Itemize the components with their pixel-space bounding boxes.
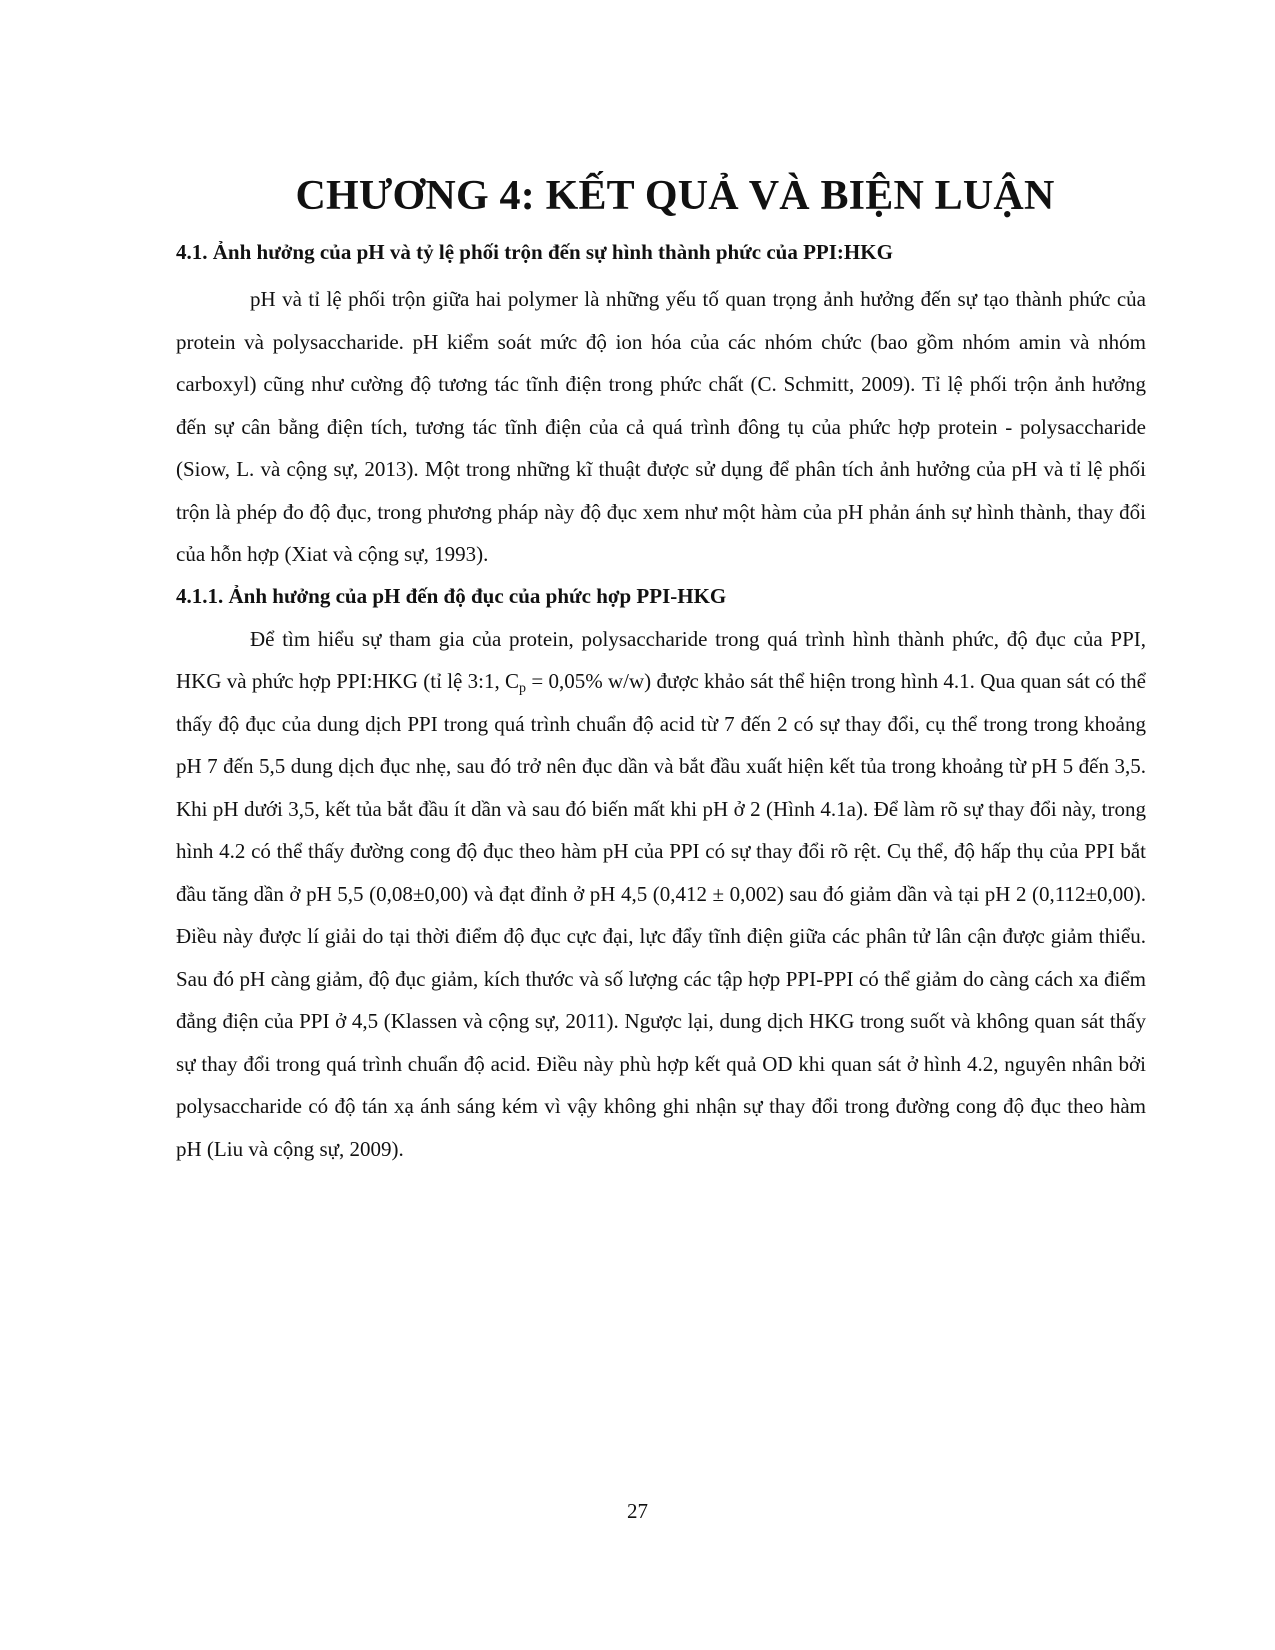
paragraph-turbidity-part-1: Để tìm hiểu sự tham gia của protein, polysaccharide trong quá trình hình thành phức, độ đục của PPI, HKG và phức hợp PPI:HKG (tỉ lệ 3:1, C xyxy=(176,626,1146,693)
page-number: 27 xyxy=(627,1499,648,1523)
concentration-subscript: p xyxy=(519,681,527,696)
chapter-title: CHƯƠNG 4: KẾT QUẢ VÀ BIỆN LUẬN xyxy=(295,173,1055,219)
paragraph-turbidity-part-2: = 0,05% w/w) được khảo sát thể hiện trong hình 4.1. Qua quan sát có thể thấy độ đục của dung dịch PPI trong quá trình chuẩn độ acid từ 7 đến 2 có sự thay đổi, cụ thể trong trong khoảng pH 7 đến 5,5 dung dịch đục nhẹ, sau đó trở nên đục dần và bắt đầu xuất hiện kết tủa trong khoảng từ pH 5 đến 3,5. Khi pH dưới 3,5, kết tủa bắt đầu ít dần và sau đó biến mất khi pH ở 2 (Hình 4.1a). Để làm rõ sự thay đổi này, trong hình 4.2 có thể thấy đường cong độ đục theo hàm pH của PPI có sự thay đổi rõ rệt. Cụ thể, độ hấp thụ của PPI bắt đầu tăng dần ở pH 5,5 (0,08±0,00) và đạt đỉnh ở pH 4,5 (0,412 ± 0,002) sau đó giảm dần và tại pH 2 (0,112±0,00). Điều này được lí giải do tại thời điểm độ đục cực đại, lực đẩy tĩnh điện giữa các phân tử lân cận được giảm thiểu. Sau đó pH càng giảm, độ đục giảm, kích thước và số lượng các tập hợp PPI-PPI có thể giảm do càng cách xa điểm đẳng điện của PPI ở 4,5 (Klassen và cộng sự, 2011). Ngược lại, dung dịch HKG trong suốt và không quan sát thấy sự thay đổi trong quá trình chuẩn độ acid. Điều này phù hợp kết quả OD khi quan sát ở hình 4.2, nguyên nhân bởi polysaccharide có độ tán xạ ánh sáng kém vì vậy không ghi nhận sự thay đổi trong đường cong độ đục theo hàm pH (Liu và cộng sự, 2009). xyxy=(176,669,1146,1161)
paragraph-intro: pH và tỉ lệ phối trộn giữa hai polymer là những yếu tố quan trọng ảnh hưởng đến sự tạo thành phức của protein và polysaccharide. pH kiểm soát mức độ ion hóa của các nhóm chức (bao gồm nhóm amin và nhóm carboxyl) cũng như cường độ tương tác tĩnh điện trong phức chất (C. Schmitt, 2009). Tỉ lệ phối trộn ảnh hưởng đến sự cân bằng điện tích, tương tác tĩnh điện của cả quá trình đông tụ của phức hợp protein - polysaccharide (Siow, L. và cộng sự, 2013). Một trong những kĩ thuật được sử dụng để phân tích ảnh hưởng của pH và tỉ lệ phối trộn là phép đo độ đục, trong phương pháp này độ đục xem như một hàm của pH phản ánh sự hình thành, thay đổi của hỗn hợp (Xiat và cộng sự, 1993). xyxy=(176,287,1146,566)
paragraph-turbidity xyxy=(176,618,1146,1171)
page-content xyxy=(176,168,1146,1170)
section-heading: 4.1. Ảnh hưởng của pH và tỷ lệ phối trộn đến sự hình thành phức của PPI:HKG xyxy=(176,240,893,264)
subsection-heading: 4.1.1. Ảnh hưởng của pH đến độ đục của phức hợp PPI-HKG xyxy=(176,583,727,608)
